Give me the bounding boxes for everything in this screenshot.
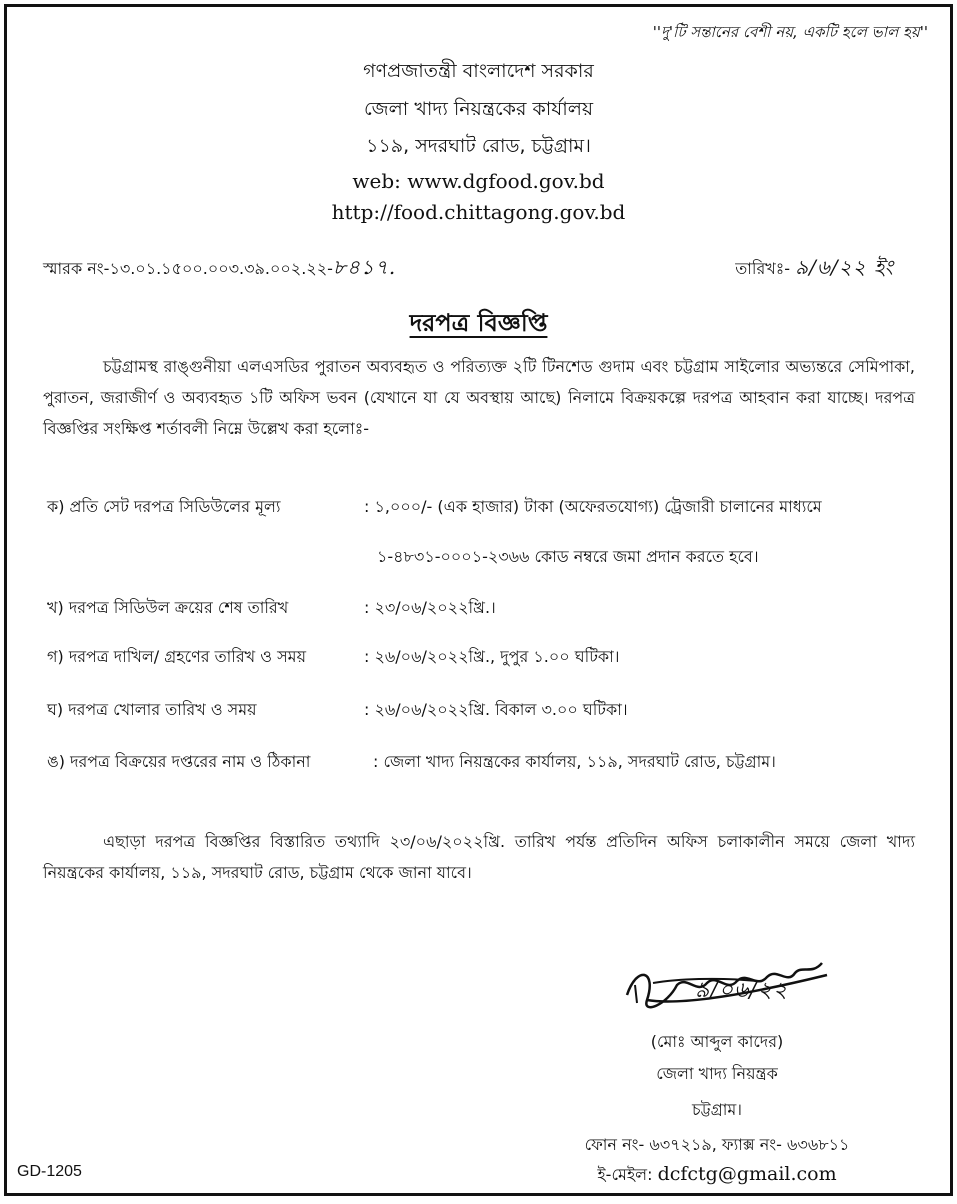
item-submission-value: : ২৬/০৬/২০২২খ্রি., দুপুর ১.০০ ঘটিকা। [364, 647, 620, 666]
item-submission-label: গ) দরপত্র দাখিল/ গ্রহণের তারিখ ও সময় [47, 647, 306, 666]
office-name: জেলা খাদ্য নিয়ন্ত্রকের কার্যালয় [363, 98, 594, 120]
website-secondary: http://food.chittagong.gov.bd [331, 200, 626, 224]
item-purchase-deadline-label: খ) দরপত্র সিডিউল ক্রয়ের শেষ তারিখ [47, 598, 289, 617]
slogan: ''দু'টি সন্তানের বেশী নয়, একটি হলে ভাল হয়'' [652, 23, 928, 41]
memo-date [735, 253, 894, 286]
item-purchase-deadline-value: : ২৩/০৬/২০২২খ্রি.। [364, 598, 496, 617]
item-opening-value: : ২৬/০৬/২০২২খ্রি. বিকাল ৩.০০ ঘটিকা। [364, 700, 628, 719]
email-address[interactable]: dcfctg@gmail.com [657, 1163, 837, 1185]
notice-page [4, 4, 953, 1196]
memo-handwritten-suffix: ৮৪১৭. [332, 255, 397, 279]
website-primary: web: www.dgfood.gov.bd [352, 169, 605, 193]
signatory-email [567, 1162, 867, 1189]
government-name: গণপ্রজাতন্ত্রী বাংলাদেশ সরকার [363, 60, 594, 82]
signatory-phone-fax: ফোন নং- ৬৩৭২১৯, ফ্যাক্স নং- ৬৩৬৮১১ [584, 1135, 850, 1154]
notice-title-text: দরপত্র বিজ্ঞপ্তি [409, 309, 548, 337]
office-address: ১১৯, সদরঘাট রোড, চট্টগ্রাম। [366, 135, 591, 157]
email-label: ই-মেইল: [597, 1165, 653, 1184]
signature-block [567, 1027, 867, 1187]
closing-paragraph: এছাড়া দরপত্র বিজ্ঞপ্তির বিস্তারিত তথ্যাদি ২৩/০৬/২০২২খ্রি. তারিখ পর্যন্ত প্রতিদিন অফিস চলাকালীন সময়ে জেলা খাদ্য নিয়ন্ত্রকের কার্যালয়, ১১৯, সদরঘাট রোড, চট্টগ্রাম থেকে জানা যাবে। [43, 832, 915, 882]
footer-code: GD-1205 [17, 1163, 82, 1180]
signatory-designation: জেলা খাদ্য নিয়ন্ত্রক [656, 1064, 778, 1083]
memo-number [43, 253, 396, 286]
intro-paragraph: চট্টগ্রামস্থ রাঙ্গুনীয়া এলএসডির পুরাতন অব্যবহৃত ও পরিত্যক্ত ২টি টিনশেড গুদাম এবং চট্টগ্রাম সাইলোর অভ্যন্তরে সেমিপাকা, পুরাতন, জরাজীর্ণ ও অব্যবহৃত ১টি অফিস ভবন (যেখানে যা যে অবস্থায় আছে) নিলামে বিক্রয়কল্পে দরপত্র আহবান করা যাচ্ছে। দরপত্র বিজ্ঞপ্তির সংক্ষিপ্ত শর্তাবলী নিম্নে উল্লেখ করা হলোঃ- [43, 357, 915, 438]
item-schedule-price-code: ১-৪৮৩১-০০০১-২৩৬৬ কোড নম্বরে জমা প্রদান করতে হবে। [377, 547, 759, 566]
signatory-location: চট্টগ্রাম। [692, 1100, 742, 1119]
item-opening-label: ঘ) দরপত্র খোলার তারিখ ও সময় [47, 700, 257, 719]
item-schedule-price-value: : ১,০০০/- (এক হাজার) টাকা (অফেরতযোগ্য) ট্রেজারী চালানের মাধ্যমে [364, 497, 822, 516]
date-label: তারিখঃ- [735, 259, 791, 278]
memo-number-value: ১৩.০১.১৫০০.০০৩.৩৯.০০২.২২- [109, 259, 333, 278]
item-schedule-price-label: ক) প্রতি সেট দরপত্র সিডিউলের মূল্য [47, 497, 281, 516]
signatory-name: (মোঃ আব্দুল কাদের) [650, 1032, 784, 1051]
date-handwritten: ৯/৬/২২ ইং [795, 255, 894, 279]
item-sale-office-value: : জেলা খাদ্য নিয়ন্ত্রকের কার্যালয়, ১১৯, সদরঘাট রোড, চট্টগ্রাম। [373, 752, 776, 771]
memo-label: স্মারক নং- [43, 259, 110, 278]
item-sale-office-label: ঙ) দরপত্র বিক্রয়ের দপ্তরের নাম ও ঠিকানা [47, 752, 311, 771]
notice-title [7, 305, 950, 345]
signature-handwritten-date: ৯/০৬/২২ [695, 978, 789, 1003]
